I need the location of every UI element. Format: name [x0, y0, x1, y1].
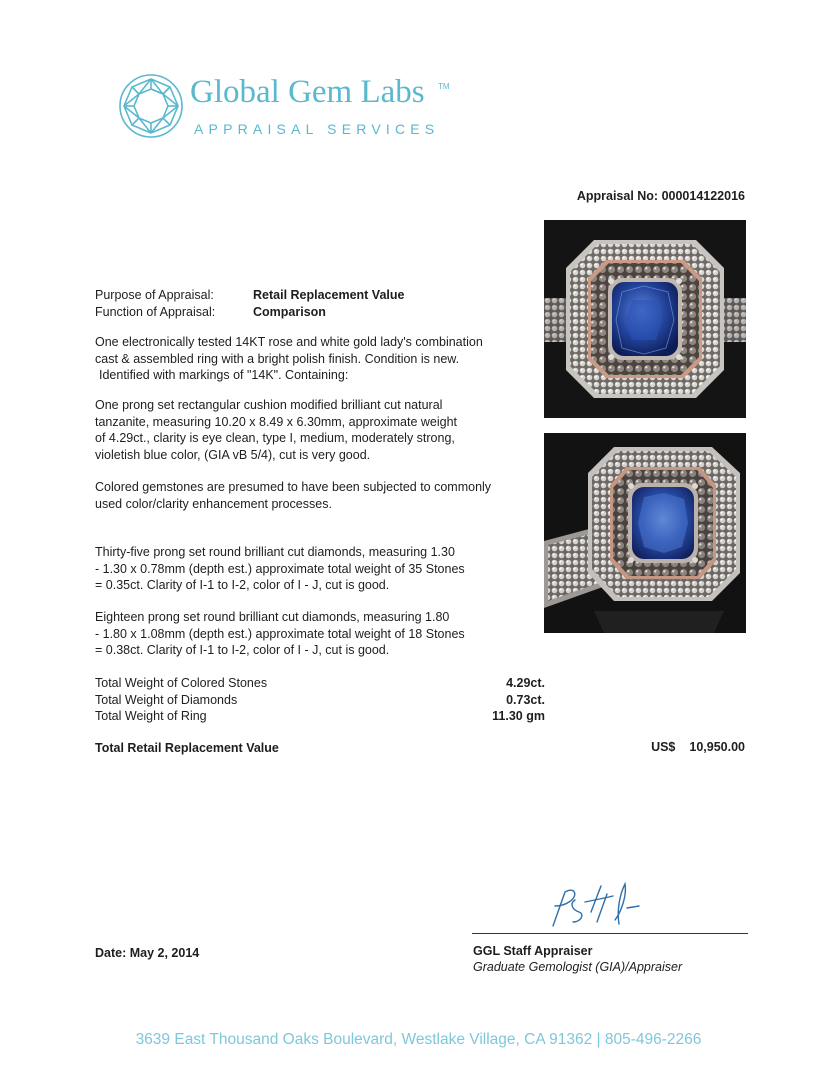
ring-photo-top — [544, 220, 746, 418]
footer-address: 3639 East Thousand Oaks Boulevard, Westlake Village, CA 91362 | 805-496-2266 — [135, 1031, 702, 1048]
logo-trademark: TM — [438, 82, 450, 91]
total-row — [95, 692, 545, 709]
tanzanite-line: tanzanite, measuring 10.20 x 8.49 x 6.30mm, approximate weight — [95, 414, 458, 429]
ring-photo-angle — [544, 433, 746, 633]
ring-top-image — [544, 220, 746, 418]
total-label: Total Weight of Diamonds — [95, 692, 238, 707]
diamonds-line: Thirty-five prong set round brilliant cut diamonds, measuring 1.30 — [95, 545, 455, 559]
retail-value — [651, 740, 745, 754]
total-label: Total Weight of Colored Stones — [95, 676, 268, 690]
description-line: One electronically tested 14KT rose and white gold lady's combination — [95, 335, 483, 349]
tanzanite-line: One prong set rectangular cushion modified brilliant cut natural — [95, 398, 443, 412]
appraiser-title: Graduate Gemologist (GIA)/Appraiser — [473, 960, 683, 974]
retail-amount: 10,950.00 — [689, 740, 745, 754]
purpose-label: Purpose of Appraisal: — [95, 288, 214, 302]
function-value: Comparison — [253, 304, 326, 319]
total-label: Total Weight of Ring — [95, 709, 207, 723]
ring-angle-image — [544, 433, 746, 633]
total-value: 11.30 gm — [492, 709, 545, 723]
diamonds-18-description — [95, 609, 535, 659]
enhancement-line: Colored gemstones are presumed to have been subjected to commonly — [95, 480, 492, 494]
currency: US$ — [651, 740, 676, 754]
total-value: 0.73ct. — [506, 692, 545, 707]
purpose-block — [95, 287, 404, 320]
tanzanite-line: violetish blue color, (GIA vB 5/4), cut is very good. — [95, 447, 371, 462]
diamonds-line: - 1.30 x 0.78mm (depth est.) approximate total weight of 35 Stones — [95, 561, 465, 576]
purpose-value: Retail Replacement Value — [253, 288, 405, 302]
enhancement-line: used color/clarity enhancement processes. — [95, 496, 332, 511]
function-label: Function of Appraisal: — [95, 304, 216, 319]
diamonds-35-description — [95, 544, 535, 594]
diamond-gem-icon — [118, 73, 184, 139]
description-line: Identified with markings of "14K". Containing: — [99, 368, 349, 382]
diamonds-line: Eighteen prong set round brilliant cut diamonds, measuring 1.80 — [95, 610, 450, 624]
logo-subtitle: APPRAISAL SERVICES — [194, 121, 440, 137]
total-row — [95, 708, 545, 725]
description-line: cast & assembled ring with a bright polish finish. Condition is new. — [95, 351, 460, 366]
appraiser-signature — [535, 882, 645, 932]
appraisal-date: Date: May 2, 2014 — [95, 946, 200, 960]
appraiser-name: GGL Staff Appraiser — [473, 944, 593, 958]
total-value: 4.29ct. — [506, 676, 545, 690]
diamonds-line: = 0.38ct. Clarity of I-1 to I-2, color of I - J, cut is good. — [95, 643, 390, 657]
appraisal-number: Appraisal No: 000014122016 — [576, 189, 745, 203]
weight-totals — [95, 675, 545, 725]
total-row — [95, 675, 545, 692]
tanzanite-line: of 4.29ct., clarity is eye clean, type I, medium, moderately strong, — [95, 431, 455, 445]
logo-title: Global Gem Labs — [190, 74, 425, 110]
ring-description — [95, 334, 535, 384]
signature-line — [472, 933, 748, 934]
tanzanite-description — [95, 397, 535, 463]
retail-value-label: Total Retail Replacement Value — [95, 741, 279, 755]
diamonds-line: = 0.35ct. Clarity of I-1 to I-2, color of I - J, cut is good. — [95, 578, 390, 592]
diamonds-line: - 1.80 x 1.08mm (depth est.) approximate total weight of 18 Stones — [95, 626, 465, 641]
enhancement-note — [95, 479, 535, 512]
